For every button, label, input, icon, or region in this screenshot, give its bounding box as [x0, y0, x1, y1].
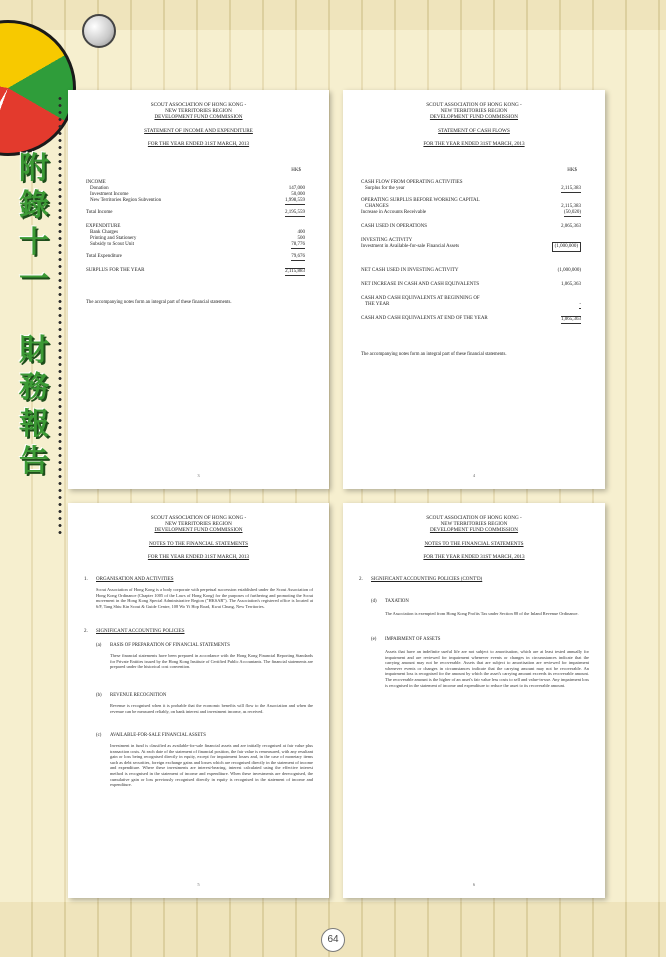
- income-heading: INCOME: [86, 180, 106, 185]
- statement-period: FOR THE YEAR ENDED 31ST MARCH, 2013: [423, 554, 525, 560]
- subsection-title: IMPAIRMENT OF ASSETS: [385, 637, 441, 642]
- expenditure-item-label: Subsidy to Scout Unit: [90, 242, 135, 247]
- commission-name: DEVELOPMENT FUND COMMISSION: [154, 527, 243, 533]
- cashflow-heading: OPERATING SURPLUS BEFORE WORKING CAPITAL: [361, 198, 480, 203]
- section-number: 2.: [359, 577, 363, 582]
- cashflow-heading: CHANGES: [365, 204, 389, 209]
- statement-header: [68, 102, 329, 147]
- subsection-title: TAXATION: [385, 599, 409, 604]
- income-expenditure-page: [68, 90, 329, 489]
- section-number: 2.: [84, 629, 88, 634]
- note-subsection: [371, 637, 587, 643]
- income-item-value: 147,000: [288, 186, 305, 191]
- currency-label: HK$: [567, 168, 577, 173]
- note-paragraph: These financial statements have been prepared in accordance with the Hong Kong Financial Reporting Standards for Private Entities issued by the Hong Kong Institute of Certified Public Accountants. The financial statements are prepared under the historical cost convention.: [110, 653, 313, 670]
- footnote: The accompanying notes form an integral part of these financial statements.: [86, 300, 232, 305]
- cashflow-heading: CASH FLOW FROM OPERATING ACTIVITIES: [361, 180, 463, 185]
- cash-flows-page: [343, 90, 605, 489]
- page-number: 4: [472, 473, 476, 478]
- note-paragraph: Investment in fund is classified as available-for-sale financial assets and are initially recognised at fair value plus transaction costs. At each date of the statement of financial position, the fair value is remeasured, with any resultant gain or loss being recognised directly in equity, except for impairment losses and, in the case of monetary items such as debt securities, foreign exchange gains and losses which are recognised directly in the statement of income and expenditure. Where these investments are interest-bearing, interest calculated using the effective interest method is recognised in the statement of income and expenditure. When these investments are derecognised, the cumulative gain or loss previously recognised directly in equity is recognised in the statement of income and expenditure.: [110, 743, 313, 788]
- expenditure-item-label: Bank Charges: [90, 230, 119, 235]
- note-subsection: [96, 643, 311, 649]
- page-number-badge: 64: [321, 928, 345, 952]
- cashflow-label: THE YEAR: [365, 302, 390, 307]
- expenditure-item-value: 500: [297, 236, 305, 241]
- region-name: NEW TERRITORIES REGION: [165, 108, 232, 114]
- side-title: [14, 150, 54, 480]
- note-paragraph: Revenue is recognised when it is probable that the economic benefits will flow to the Association and when the revenue can be measured reliably, on bank interest and investment income, as received.: [110, 703, 313, 714]
- cashflow-value: -: [579, 302, 581, 307]
- org-name: SCOUT ASSOCIATION OF HONG KONG -: [150, 102, 247, 108]
- note-subsection: [96, 733, 311, 739]
- statement-period: FOR THE YEAR ENDED 31ST MARCH, 2013: [147, 141, 250, 147]
- region-name: NEW TERRITORIES REGION: [440, 521, 508, 527]
- side-title-char: 財: [19, 333, 49, 368]
- section-title: SIGNIFICANT ACCOUNTING POLICIES (CONT'D): [371, 577, 483, 582]
- subsection-number: (a): [96, 643, 102, 648]
- note-subsection: [371, 599, 587, 605]
- cashflow-value: 1,065,363: [561, 317, 581, 322]
- subsection-number: (c): [96, 733, 102, 738]
- cashflow-label: NET INCREASE IN CASH AND CASH EQUIVALENTS: [361, 282, 480, 287]
- cashflow-value: (1,000,000): [552, 242, 581, 252]
- cashflow-value: (1,000,000): [557, 268, 581, 273]
- cashflow-label: CASH USED IN OPERATIONS: [361, 224, 427, 229]
- page-number: 6: [472, 882, 476, 887]
- side-title-char: 一: [19, 262, 49, 297]
- cashflow-value: 1,065,363: [561, 282, 581, 287]
- dotted-divider: [58, 95, 62, 535]
- statement-period: FOR THE YEAR ENDED 31ST MARCH, 2013: [423, 141, 525, 147]
- subsection-title: AVAILABLE-FOR-SALE FINANCIAL ASSETS: [110, 733, 206, 738]
- cashflow-value: 2,065,363: [561, 224, 581, 229]
- note-paragraph: The Association is exempted from Hong Kong Profits Tax under Section 88 of the Inland Revenue Ordinance.: [385, 611, 579, 616]
- commission-name: DEVELOPMENT FUND COMMISSION: [154, 114, 243, 120]
- notes-page: [68, 503, 329, 898]
- cashflow-label: CASH AND CASH EQUIVALENTS AT END OF THE YEAR: [361, 316, 488, 321]
- subsection-number: (b): [96, 693, 102, 698]
- page-number: 5: [197, 882, 200, 887]
- cashflow-label: Investment in Available-for-sale Financial Assets: [361, 244, 460, 249]
- commission-name: DEVELOPMENT FUND COMMISSION: [429, 527, 519, 533]
- side-title-char: 十: [19, 225, 49, 260]
- total-income-value: 2,195,559: [285, 210, 305, 215]
- total-expenditure-label: Total Expenditure: [86, 254, 122, 259]
- cashflow-label: Surplus for the year: [365, 186, 405, 191]
- expenditure-item-value: 78,776: [291, 242, 305, 247]
- statement-title: NOTES TO THE FINANCIAL STATEMENTS: [148, 541, 249, 547]
- expenditure-item-value: 400: [297, 230, 305, 235]
- subsection-title: BASIS OF PREPARATION OF FINANCIAL STATEMENTS: [110, 643, 230, 648]
- side-title-char: 務: [19, 370, 49, 405]
- pin-icon: [82, 14, 116, 48]
- side-title-char: 附: [19, 151, 49, 186]
- statement-title: STATEMENT OF CASH FLOWS: [438, 128, 510, 134]
- statement-header: [68, 515, 329, 560]
- cashflow-heading: INVESTING ACTIVITY: [361, 238, 413, 243]
- side-title-char: 報: [19, 407, 49, 442]
- total-income-label: Total Income: [86, 210, 113, 215]
- org-name: SCOUT ASSOCIATION OF HONG KONG -: [150, 515, 247, 521]
- subsection-number: (d): [371, 599, 377, 604]
- side-title-char: 告: [19, 444, 49, 479]
- statement-title: STATEMENT OF INCOME AND EXPENDITURE: [144, 128, 253, 134]
- statement-period: FOR THE YEAR ENDED 31ST MARCH, 2013: [147, 554, 250, 560]
- cashflow-value: 2,115,383: [561, 204, 581, 209]
- cashflow-value: (50,020): [563, 210, 581, 215]
- section-title: SIGNIFICANT ACCOUNTING POLICIES: [96, 629, 185, 634]
- income-item-value: 50,000: [291, 192, 305, 197]
- cashflow-label: Increase in Accounts Receivable: [361, 210, 427, 215]
- footnote: The accompanying notes form an integral part of these financial statements.: [361, 352, 507, 357]
- income-item-label: New Territories Region Subvention: [90, 198, 162, 203]
- income-item-value: 1,998,559: [285, 198, 305, 203]
- region-name: NEW TERRITORIES REGION: [165, 521, 232, 527]
- subsection-title: REVENUE RECOGNITION: [110, 693, 167, 698]
- page-number: 3: [197, 473, 200, 478]
- cashflow-label: NET CASH USED IN INVESTING ACTIVITY: [361, 268, 459, 273]
- total-expenditure-value: 79,676: [291, 254, 305, 259]
- expenditure-heading: EXPENDITURE: [86, 224, 121, 229]
- section-number: 1.: [84, 577, 88, 582]
- note-section: [359, 577, 589, 583]
- statement-header: [343, 102, 605, 147]
- cashflow-value: 2,115,383: [561, 186, 581, 191]
- color-fan-decoration: [0, 20, 76, 156]
- note-section: [84, 629, 313, 635]
- income-item-label: Donation: [90, 186, 109, 191]
- org-name: SCOUT ASSOCIATION OF HONG KONG -: [426, 515, 522, 521]
- subsection-number: (e): [371, 637, 377, 642]
- commission-name: DEVELOPMENT FUND COMMISSION: [429, 114, 519, 120]
- note-paragraph: Assets that have an indefinite useful life are not subject to amortisation, which are at least tested annually for impairment and are reviewed for impairment whenever events or changes in circumstances indicate that the carrying amount may not be recoverable. Assets that are subject to amortisation are reviewed for impairment whenever events or changes in circumstances indicate that the carrying amount may not be recoverable. An impairment loss is recognised for the amount by which the asset's carrying amount exceeds its recoverable amount. The recoverable amount is the higher of an asset's fair value less costs to sell and value-in-use. Any impairment loss is recognised in the statement of income and expenditure to reduce the asset to its recoverable amount.: [385, 649, 589, 688]
- note-section: [84, 577, 313, 583]
- statement-title: NOTES TO THE FINANCIAL STATEMENTS: [424, 541, 524, 547]
- income-item-label: Investment Income: [90, 192, 129, 197]
- note-subsection: [96, 693, 311, 699]
- org-name: SCOUT ASSOCIATION OF HONG KONG -: [426, 102, 522, 108]
- statement-header: [343, 515, 605, 560]
- note-paragraph: Scout Association of Hong Kong is a body corporate with perpetual succession established under the Scout Association of Hong Kong Ordinance (Chapter 1005 of the Laws of Hong Kong) for the purposes of furthering and promoting the Scout movement in the Hong Kong Special Administrative Region ("HKSAR"). The Association's registered office is located at 6/F, Tang Shiu Kin Scout & Guide Centre, 108 Wo Yi Hop Road, Kwai Chung, New Territories.: [96, 587, 313, 609]
- surplus-label: SURPLUS FOR THE YEAR: [86, 268, 145, 273]
- surplus-value: 2,115,883: [285, 269, 305, 274]
- cashflow-label: CASH AND CASH EQUIVALENTS AT BEGINNING OF: [361, 296, 480, 301]
- expenditure-item-label: Printing and Stationery: [90, 236, 137, 241]
- currency-label: HK$: [291, 168, 301, 173]
- section-title: ORGANISATION AND ACTIVITIES: [96, 577, 174, 582]
- side-title-char: 錄: [19, 188, 49, 223]
- region-name: NEW TERRITORIES REGION: [440, 108, 508, 114]
- notes-continued-page: [343, 503, 605, 898]
